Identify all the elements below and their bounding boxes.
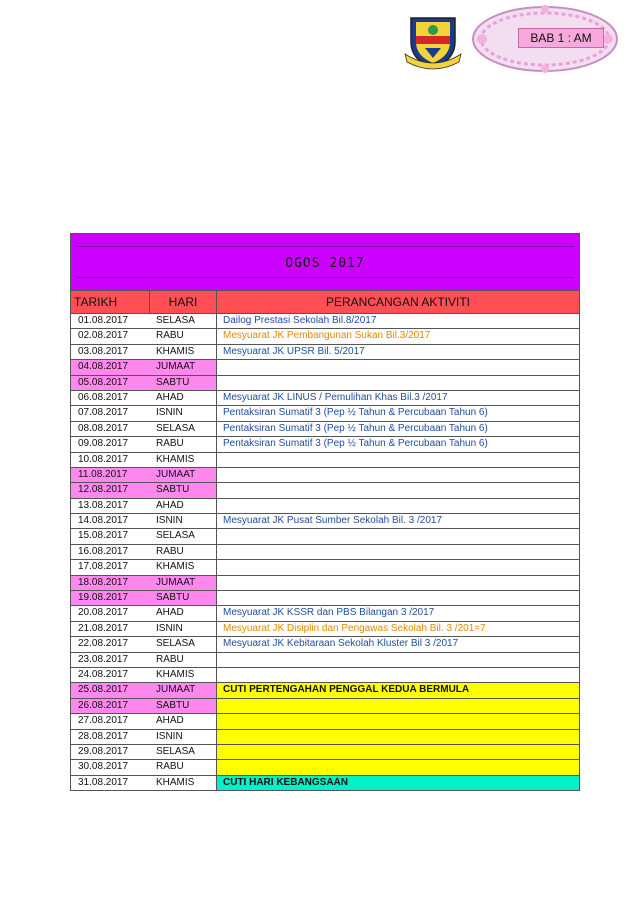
cell-day: AHAD <box>156 499 184 511</box>
cell-day: KHAMIS <box>156 345 195 357</box>
cell-date: 07.08.2017 <box>78 407 129 419</box>
cell-activity <box>216 699 579 713</box>
cell-date: 10.08.2017 <box>78 453 129 465</box>
cell-activity <box>216 668 579 682</box>
cell-day: SABTU <box>149 483 216 497</box>
cell-date: 13.08.2017 <box>78 499 129 511</box>
cell-day: KHAMIS <box>156 453 195 465</box>
cell-day: JUMAAT <box>149 683 216 697</box>
cell-activity: Mesyuarat JK Disiplin dan Pengawas Sekolah Bil. 3 /201=7 <box>216 622 579 636</box>
cell-day: RABU <box>156 438 184 450</box>
cell-day: AHAD <box>156 715 184 727</box>
cell-activity: Mesyuarat JK Kebitaraan Sekolah Kluster Bil 3 /2017 <box>216 637 579 651</box>
cell-date: 22.08.2017 <box>78 638 129 650</box>
cell-activity: Pentaksiran Sumatif 3 (Pep ½ Tahun & Percubaan Tahun 6) <box>216 437 579 451</box>
cell-activity <box>216 653 579 667</box>
column-header-date: TARIKH <box>74 295 118 309</box>
cell-date: 23.08.2017 <box>78 653 129 665</box>
chapter-badge: BAB 1 : AM <box>518 28 604 48</box>
cell-date: 19.08.2017 <box>71 591 149 605</box>
cell-date: 14.08.2017 <box>78 515 129 527</box>
table-row <box>71 468 579 483</box>
cell-activity: Pentaksiran Sumatif 3 (Pep ½ Tahun & Percubaan Tahun 6) <box>216 422 579 436</box>
cell-activity <box>216 760 579 774</box>
cell-activity: Pentaksiran Sumatif 3 (Pep ½ Tahun & Percubaan Tahun 6) <box>216 406 579 420</box>
cell-date: 28.08.2017 <box>78 730 129 742</box>
cell-day: SABTU <box>149 591 216 605</box>
cell-activity <box>216 468 579 482</box>
cell-date: 03.08.2017 <box>78 345 129 357</box>
cell-date: 06.08.2017 <box>78 391 129 403</box>
cell-activity <box>216 376 579 390</box>
cell-date: 08.08.2017 <box>78 422 129 434</box>
table-row <box>71 314 579 329</box>
cell-day: SELASA <box>156 315 195 326</box>
cell-activity <box>216 730 579 744</box>
table-row <box>71 545 579 560</box>
cell-day: SELASA <box>156 638 195 650</box>
cell-date: 30.08.2017 <box>78 761 129 773</box>
schedule-table <box>70 233 580 791</box>
school-crest-logo <box>403 12 463 70</box>
cell-activity: CUTI PERTENGAHAN PENGGAL KEDUA BERMULA <box>216 683 579 697</box>
cell-day: RABU <box>156 653 184 665</box>
cell-date: 02.08.2017 <box>78 330 129 342</box>
cell-date: 04.08.2017 <box>71 360 149 374</box>
cell-day: JUMAAT <box>149 360 216 374</box>
cell-activity <box>216 576 579 590</box>
cell-activity: Dailog Prestasi Sekolah Bil.8/2017 <box>216 314 579 328</box>
column-header-activity: PERANCANGAN AKTIVITI <box>216 291 579 313</box>
cell-day: ISNIN <box>156 515 183 527</box>
table-row <box>71 437 579 452</box>
cell-activity <box>216 591 579 605</box>
table-row <box>71 329 579 344</box>
cell-day: JUMAAT <box>149 468 216 482</box>
table-row <box>71 606 579 621</box>
cell-date: 24.08.2017 <box>78 668 129 680</box>
cell-day: SABTU <box>149 699 216 713</box>
table-body <box>70 314 580 791</box>
cell-date: 01.08.2017 <box>78 315 129 326</box>
table-row <box>71 591 579 606</box>
cell-activity <box>216 499 579 513</box>
table-row <box>71 683 579 698</box>
cell-activity: Mesyuarat JK KSSR dan PBS Bilangan 3 /2017 <box>216 606 579 620</box>
cell-day: SABTU <box>149 376 216 390</box>
cell-day: RABU <box>156 761 184 773</box>
cell-day: SELASA <box>156 422 195 434</box>
cell-activity <box>216 714 579 728</box>
cell-day: ISNIN <box>156 730 183 742</box>
cell-activity <box>216 545 579 559</box>
cell-day: RABU <box>156 545 184 557</box>
cell-activity <box>216 360 579 374</box>
table-row <box>71 776 579 791</box>
cell-date: 05.08.2017 <box>71 376 149 390</box>
table-row <box>71 745 579 760</box>
table-row <box>71 637 579 652</box>
cell-activity <box>216 560 579 574</box>
table-row <box>71 529 579 544</box>
table-row <box>71 483 579 498</box>
cell-day: KHAMIS <box>156 668 195 680</box>
table-row <box>71 668 579 683</box>
cell-date: 09.08.2017 <box>78 438 129 450</box>
cell-date: 29.08.2017 <box>78 745 129 757</box>
column-header-day: HARI <box>149 291 216 313</box>
table-row <box>71 345 579 360</box>
table-row <box>71 376 579 391</box>
cell-day: AHAD <box>156 391 184 403</box>
table-header-row <box>70 291 580 314</box>
table-title: OGOS 2017 <box>285 256 365 271</box>
cell-day: KHAMIS <box>156 561 195 573</box>
cell-activity <box>216 529 579 543</box>
table-row <box>71 730 579 745</box>
table-row <box>71 653 579 668</box>
cell-day: JUMAAT <box>149 576 216 590</box>
cell-day: SELASA <box>156 745 195 757</box>
cell-activity: Mesyuarat JK Pembangunan Sukan Bil.3/2017 <box>216 329 579 343</box>
cell-activity: CUTI HARI KEBANGSAAN <box>216 776 579 790</box>
table-row <box>71 560 579 575</box>
table-row <box>71 514 579 529</box>
cell-date: 20.08.2017 <box>78 607 129 619</box>
table-row <box>71 499 579 514</box>
cell-day: AHAD <box>156 607 184 619</box>
cell-activity <box>216 453 579 467</box>
cell-activity <box>216 745 579 759</box>
table-row <box>71 453 579 468</box>
table-row <box>71 406 579 421</box>
cell-date: 16.08.2017 <box>78 545 129 557</box>
cell-day: ISNIN <box>156 407 183 419</box>
table-row <box>71 699 579 714</box>
cell-day: KHAMIS <box>156 776 195 788</box>
cell-date: 31.08.2017 <box>78 776 129 788</box>
cell-date: 17.08.2017 <box>78 561 129 573</box>
cell-date: 26.08.2017 <box>71 699 149 713</box>
table-title-banner <box>70 233 580 291</box>
cell-activity: Mesyuarat JK Pusat Sumber Sekolah Bil. 3 /2017 <box>216 514 579 528</box>
cell-date: 25.08.2017 <box>71 683 149 697</box>
cell-day: ISNIN <box>156 622 183 634</box>
cell-day: SELASA <box>156 530 195 542</box>
cell-date: 18.08.2017 <box>71 576 149 590</box>
table-row <box>71 422 579 437</box>
cell-date: 11.08.2017 <box>71 468 149 482</box>
table-row <box>71 391 579 406</box>
table-row <box>71 714 579 729</box>
table-row <box>71 760 579 775</box>
cell-date: 21.08.2017 <box>78 622 129 634</box>
cell-activity: Mesyuarat JK UPSR Bil. 5/2017 <box>216 345 579 359</box>
cell-date: 27.08.2017 <box>78 715 129 727</box>
table-row <box>71 576 579 591</box>
cell-day: RABU <box>156 330 184 342</box>
table-row <box>71 360 579 375</box>
cell-activity <box>216 483 579 497</box>
cell-date: 15.08.2017 <box>78 530 129 542</box>
cell-date: 12.08.2017 <box>71 483 149 497</box>
cell-activity: Mesyuarat JK LINUS / Pemulihan Khas Bil.3 /2017 <box>216 391 579 405</box>
table-row <box>71 622 579 637</box>
